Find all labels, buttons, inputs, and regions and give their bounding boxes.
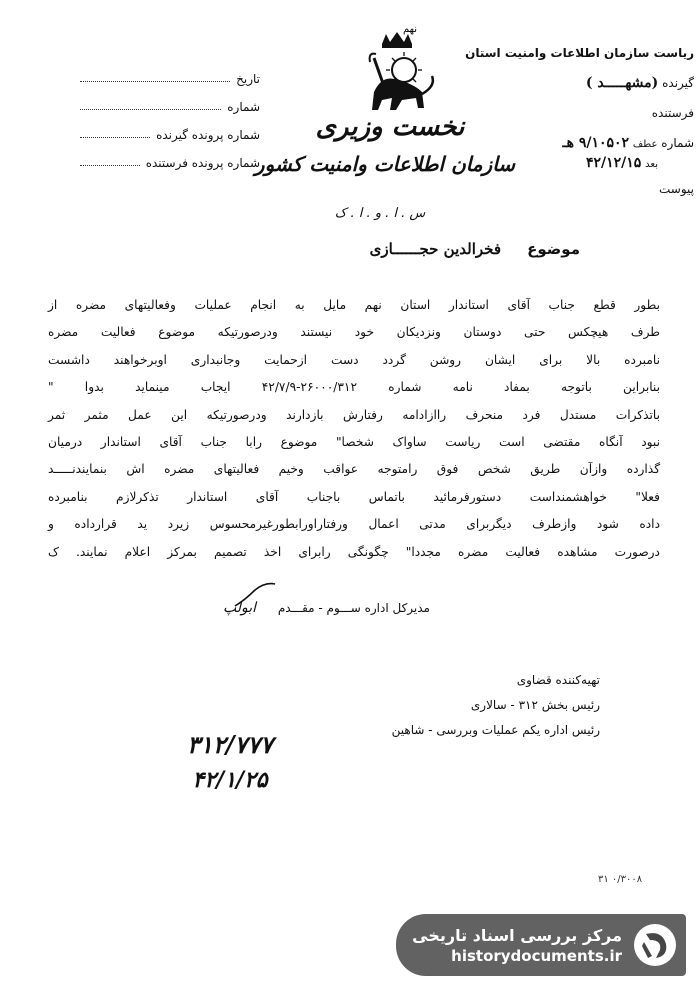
recipient-file-label: شماره پرونده گیرنده: [156, 128, 260, 142]
handwritten-date: ۴۲/۱/۲۵: [192, 767, 268, 793]
watermark-logo-icon: [632, 922, 678, 968]
date-field: [80, 58, 260, 86]
prepared-by-line: تهیه‌کننده قضاوی: [516, 673, 600, 687]
handwritten-signature: ابولپ: [222, 600, 256, 616]
attachment-label: پیوست: [659, 182, 694, 196]
recipient-value: (مشهـــــد ): [585, 75, 659, 91]
prepared-by-line: رئیس اداره یکم عملیات وبررسی - شاهین: [391, 723, 600, 737]
header-meta-fields: [80, 58, 260, 170]
prepared-by-block: [340, 668, 600, 743]
recipient-label: گیرنده: [662, 76, 694, 90]
reference-code: س . ا . و . ا . ک: [334, 206, 426, 221]
body-line: بنابراین باتوجه بمفاد نامه شماره ۲۶۰۰۰/۳۱۲-۴۲/۷/۹ ایجاب مینماید بدوا ": [48, 380, 660, 395]
sender-row: [494, 98, 694, 128]
title-prime-ministry: نخست وزیری: [315, 112, 465, 142]
attachment-row: [494, 174, 694, 204]
dotted-line: [80, 137, 150, 138]
handwritten-file-numbers: [150, 730, 310, 793]
dotted-line: [80, 81, 230, 82]
office-title: ریاست سازمان اطلاعات وامنیت استان: [465, 46, 694, 60]
archive-code: ۳۱ ۰/۳۰۰۸: [598, 874, 643, 885]
signature-block: [150, 600, 430, 616]
body-line: نامبرده بالا برای ایشان روشن گردد دست ازحمایت وجانبداری اوبرخواهند داشست: [48, 352, 660, 367]
subject-value: فخرالدین حجــــــازی: [369, 240, 502, 258]
watermark-banner: [396, 914, 686, 976]
recipient-row: [494, 68, 694, 98]
dotted-line: [80, 165, 140, 166]
following-label: بعد: [645, 159, 658, 170]
body-line: باتذکرات مستدل فرد منحرف راازادامه رفتارش بازدارند ودرصورتیکه این عمل مثمر ثمر: [48, 407, 660, 422]
body-line: طرف هیچکس حتی دوستان ونزدیکان خود نیستند ودرصورتیکه موضوع فعالیت مضره: [48, 325, 660, 340]
number-value: ۹/۱۰۵۰۲ هـ: [562, 135, 630, 151]
number-field: [80, 86, 260, 114]
header-routing: [465, 38, 694, 204]
date-value: ۴۲/۱۲/۱۵: [585, 155, 642, 171]
subject-line: [250, 240, 580, 258]
emblem-top-text: نهم: [402, 24, 418, 35]
body-line: نبود آنگاه مقتضی است ریاست ساواک شخصا" موضوع رابا جناب آقای استاندار درمیان: [48, 434, 660, 449]
sender-file-label: شماره پرونده فرستنده: [145, 156, 260, 170]
body-line: بطور قطع جناب آقای استاندار استان نهم مایل به انجام عملیات وفعالیتهای مضره از: [48, 298, 660, 312]
watermark-url: historydocuments.ir: [451, 946, 622, 965]
body-line: فعلا" خواهشمنداست دستورفرمائید باتماس باجناب آقای استاندار تذکرلازم بنامبرده: [48, 489, 660, 504]
signature-title: مدیرکل اداره ســـوم - مقـــدم: [277, 601, 430, 615]
date-label: تاریخ: [236, 72, 260, 86]
body-line: گذارده وازآن طریق شخص فوق رامتوجه عواقب وخیم فعالیتهای مضره اش بنمایندنـــــد: [48, 462, 660, 477]
handwritten-number: ۳۱۲/۷۷۷: [186, 730, 274, 759]
letter-body: [48, 292, 660, 566]
body-line: داده شود وازطرف دیگربرای مدتی اعمال ورفتاراورابطورغیرمحسوس زیرد ید قرارداده و: [48, 517, 660, 532]
subject-label: موضوع: [527, 240, 580, 258]
sender-label: فرستنده: [651, 106, 694, 120]
recipient-file-field: [80, 114, 260, 142]
dotted-line: [80, 109, 221, 110]
sender-file-field: [80, 142, 260, 170]
watermark-text: [412, 926, 622, 965]
title-organization: سازمان اطلاعات وامنیت کشور: [254, 152, 516, 176]
reference-label: عطف: [632, 139, 658, 150]
lion-and-sun-emblem-icon: [352, 22, 442, 118]
watermark-persian: مرکز بررسی اسناد تاریخی: [412, 925, 622, 945]
body-line: درصورت مشاهده فعالیت مضره مجددا" چگونگی رابرای اخذ تصمیم بمرکز اعلام نمایند. ک: [48, 544, 660, 559]
number-label-right: شماره: [661, 136, 694, 150]
number-label: شماره: [227, 100, 260, 114]
prepared-by-line: رئیس بخش ۳۱۲ - سالاری: [470, 698, 600, 712]
